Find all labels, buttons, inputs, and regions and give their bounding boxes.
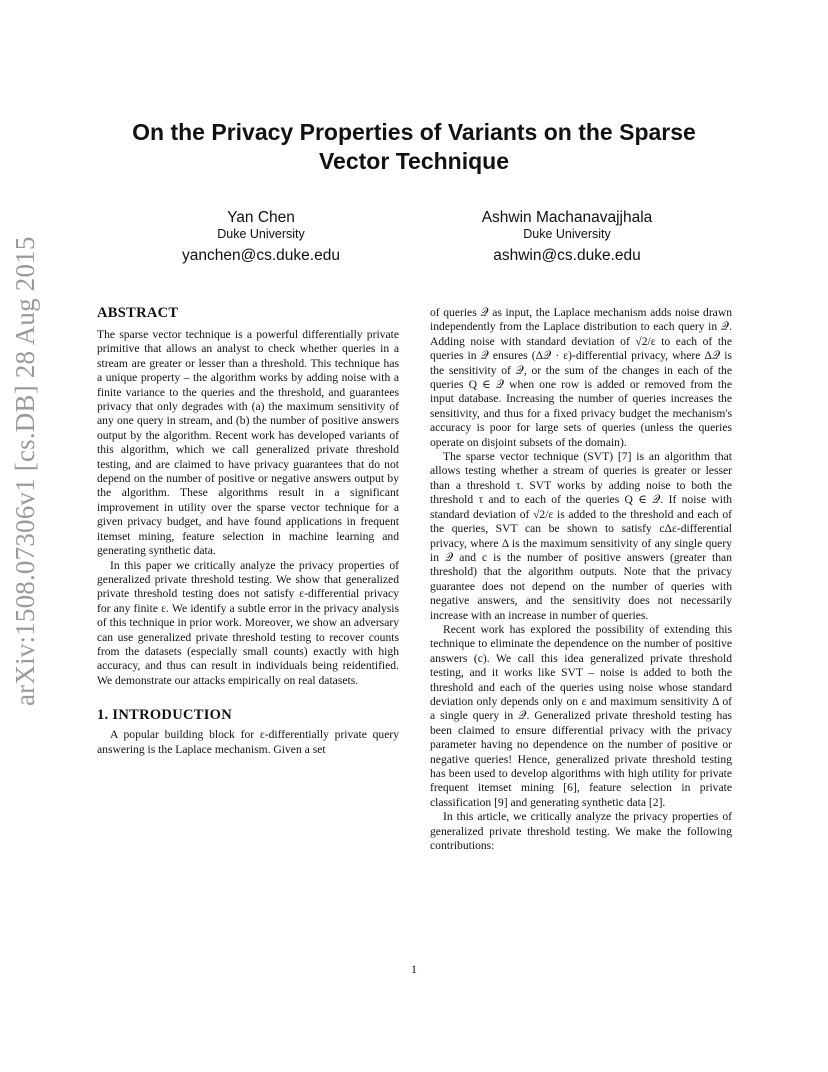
body-paragraph: In this article, we critically analyze the privacy properties of generalized private threshold testing. We make the following contributions: <box>430 810 732 853</box>
right-column <box>430 306 732 853</box>
paper-title: On the Privacy Properties of Variants on the Sparse Vector Technique <box>132 119 696 174</box>
body-paragraph: The sparse vector technique (SVT) [7] is an algorithm that allows testing whether a stream of queries is greater or lesser than a threshold τ. SVT works by adding noise to both the threshold τ and to each of the queries Q ∈ 𝒬. If noise with standard deviation of √2/ε is added to the threshold and each of the queries, SVT can be shown to satisfy cΔε-differential privacy, where Δ is the maximum sensitivity of any single query in 𝒬 and c is the number of positive answers (greater than threshold) that the algorithm outputs. Note that the privacy guarantee does not depend on the number of queries with negative answers, and the sensitivity does not necessarily increase with an increase in number of queries. <box>430 450 732 622</box>
abstract-paragraph: The sparse vector technique is a powerful differentially private primitive that allows an analyst to check whether queries in a stream are greater or lesser than a threshold. This technique has a unique property – the algorithm works by adding noise with a finite variance to the queries and the threshold, and guarantees privacy that only degrades with (a) the maximum sensitivity of any one query in stream, and (b) the number of positive answers output by the algorithm. Recent work has developed variants of this algorithm, which we call generalized private threshold testing, and are claimed to have privacy guarantees that do not depend on the number of positive or negative answers output by the algorithm. These algorithms result in a significant improvement in utility over the sparse vector technique for a given privacy budget, and have found applications in frequent itemset mining, feature selection in machine learning and generating synthetic data. <box>97 328 399 558</box>
author-name: Ashwin Machanavajjhala <box>481 209 653 226</box>
left-column <box>97 304 399 757</box>
page-number: 1 <box>411 962 417 976</box>
author-email[interactable]: ashwin@cs.duke.edu <box>493 247 641 264</box>
body-paragraph: A popular building block for ε-differentially private query answering is the Laplace mechanism. Given a set <box>97 728 399 756</box>
author-name: Yan Chen <box>227 209 295 226</box>
arxiv-identifier-stamp: arXiv:1508.07306v1 [cs.DB] 28 Aug 2015 <box>10 236 40 706</box>
abstract-paragraph: In this paper we critically analyze the privacy properties of generalized private threshold testing. We show that generalized private threshold testing does not satisfy ε-differential privacy for any finite ε. We identify a subtle error in the privacy analysis of this technique in prior work. Moreover, we show an adversary can use generalized private threshold testing to recover counts from the datasets (especially small counts) exactly with high accuracy, and thus can result in individuals being reidentified. We demonstrate our attacks empirically on real datasets. <box>97 558 399 687</box>
author-affiliation: Duke University <box>217 227 305 241</box>
body-paragraph: of queries 𝒬 as input, the Laplace mechanism adds noise drawn independently from the Laplace distribution to each query in 𝒬. Adding noise with standard deviation of √2/ε to each of the queries in 𝒬 ensures (Δ𝒬 · ε)-differential privacy, where Δ𝒬 is the sensitivity of 𝒬, or the sum of the changes in each of the queries Q ∈ 𝒬 when one row is added or removed from the input database. Increasing the number of queries increases the sensitivity, and thus for a fixed privacy budget the mechanism's accuracy is poor for large sets of queries (unless the queries operate on disjoint subsets of the domain). <box>430 306 732 449</box>
body-paragraph: Recent work has explored the possibility of extending this technique to eliminate the dependence on the number of positive answers (c). We call this idea generalized private threshold testing, and it works like SVT – noise is added to both the threshold and each of the queries using noise whose standard deviation only depends only on ε and maximum sensitivity Δ of a single query in 𝒬. Generalized private threshold testing has been claimed to ensure differential privacy with the privacy parameter having no dependence on the number of positive or negative queries! Hence, generalized private threshold testing has been used to develop algorithms with high utility for private frequent itemset mining [6], feature selection in private classification [9] and generating synthetic data [2]. <box>430 622 732 809</box>
author-block <box>131 208 391 267</box>
abstract-heading: ABSTRACT <box>97 305 179 321</box>
introduction-heading: 1. INTRODUCTION <box>97 707 233 724</box>
author-affiliation: Duke University <box>523 227 611 241</box>
author-block <box>437 208 697 267</box>
author-email[interactable]: yanchen@cs.duke.edu <box>182 247 340 264</box>
